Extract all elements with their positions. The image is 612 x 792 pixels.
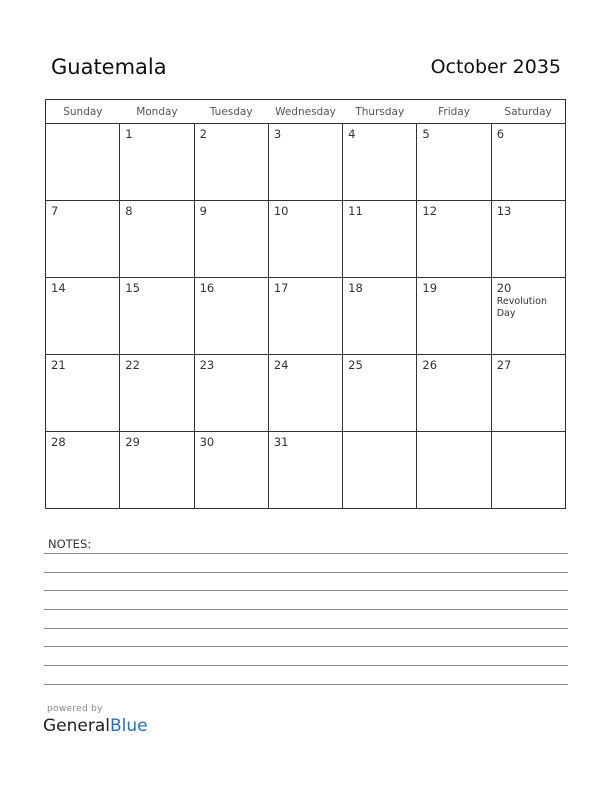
day-cell xyxy=(268,432,342,509)
weekday-header: Wednesday xyxy=(268,100,342,124)
day-number: 4 xyxy=(348,127,356,141)
weekday-header-row xyxy=(46,100,566,124)
country-title: Guatemala xyxy=(51,55,167,79)
day-number: 8 xyxy=(125,204,133,218)
day-cell xyxy=(343,201,417,278)
day-cell xyxy=(46,278,120,355)
day-cell xyxy=(120,432,194,509)
day-cell xyxy=(46,432,120,509)
day-cell xyxy=(194,201,268,278)
day-number: 6 xyxy=(496,127,505,141)
day-number: 7 xyxy=(51,204,59,218)
day-cell xyxy=(268,278,342,355)
day-cell xyxy=(417,432,491,509)
day-cell xyxy=(343,355,417,432)
day-cell xyxy=(46,201,120,278)
generalblue-logo xyxy=(43,716,148,736)
day-number: 21 xyxy=(51,358,66,372)
weekday-header: Saturday xyxy=(491,100,565,124)
day-cell xyxy=(120,355,194,432)
day-number: 30 xyxy=(199,435,215,449)
brand-blue-text: Blue xyxy=(110,716,148,736)
day-number: 9 xyxy=(199,204,207,218)
day-cell xyxy=(46,355,120,432)
day-cell xyxy=(417,124,491,201)
note-line xyxy=(44,646,568,647)
weekday-header: Monday xyxy=(120,100,194,124)
day-cell xyxy=(46,124,120,201)
weekday-header: Sunday xyxy=(46,100,120,124)
day-number: 17 xyxy=(273,281,289,295)
holiday-label: Revolution Day xyxy=(496,296,547,319)
day-number: 20 xyxy=(496,281,512,295)
weekday-header: Tuesday xyxy=(194,100,268,124)
day-cell xyxy=(417,201,491,278)
day-cell xyxy=(343,278,417,355)
day-cell xyxy=(120,278,194,355)
day-cell xyxy=(491,355,565,432)
day-number: 12 xyxy=(422,204,438,218)
notes-label: NOTES: xyxy=(48,537,92,551)
day-cell xyxy=(417,278,491,355)
day-number: 5 xyxy=(422,127,430,141)
note-line xyxy=(44,684,568,685)
day-number: 27 xyxy=(496,358,512,372)
brand-general-text: General xyxy=(43,716,110,736)
calendar-grid xyxy=(45,99,566,509)
day-cell xyxy=(194,124,268,201)
week-row xyxy=(46,124,566,201)
day-number: 10 xyxy=(273,204,289,218)
day-cell xyxy=(194,278,268,355)
day-cell xyxy=(268,124,342,201)
note-line xyxy=(44,572,568,573)
day-cell xyxy=(268,355,342,432)
day-number: 14 xyxy=(51,281,66,295)
week-row xyxy=(46,432,566,509)
powered-by-text: powered by xyxy=(47,704,103,714)
note-line xyxy=(44,609,568,610)
week-row xyxy=(46,355,566,432)
day-cell xyxy=(343,124,417,201)
day-cell xyxy=(491,432,565,509)
day-number: 13 xyxy=(496,204,512,218)
day-number: 2 xyxy=(199,127,207,141)
note-line xyxy=(44,590,568,591)
day-number: 22 xyxy=(125,358,140,372)
day-cell xyxy=(120,201,194,278)
day-number: 24 xyxy=(273,358,289,372)
day-cell xyxy=(343,432,417,509)
day-number: 15 xyxy=(125,281,140,295)
day-cell xyxy=(120,124,194,201)
note-line xyxy=(44,628,568,629)
day-number: 26 xyxy=(422,358,438,372)
note-line xyxy=(44,665,568,666)
day-number: 1 xyxy=(125,127,133,141)
day-cell xyxy=(491,201,565,278)
day-number: 31 xyxy=(273,435,289,449)
week-row xyxy=(46,201,566,278)
day-number: 29 xyxy=(125,435,140,449)
day-number: 25 xyxy=(348,358,363,372)
day-number: 18 xyxy=(348,281,363,295)
day-number: 3 xyxy=(273,127,282,141)
day-number: 16 xyxy=(199,281,215,295)
day-number: 11 xyxy=(348,204,363,218)
day-cell xyxy=(491,124,565,201)
day-cell xyxy=(268,201,342,278)
weekday-header: Thursday xyxy=(343,100,417,124)
day-number: 28 xyxy=(51,435,66,449)
weekday-header: Friday xyxy=(417,100,491,124)
day-cell xyxy=(194,355,268,432)
day-cell xyxy=(417,355,491,432)
day-cell xyxy=(194,432,268,509)
month-year-title: October 2035 xyxy=(430,56,561,78)
week-row xyxy=(46,278,566,355)
day-cell xyxy=(491,278,565,355)
day-number: 23 xyxy=(199,358,215,372)
note-line xyxy=(44,553,568,554)
day-number: 19 xyxy=(422,281,438,295)
